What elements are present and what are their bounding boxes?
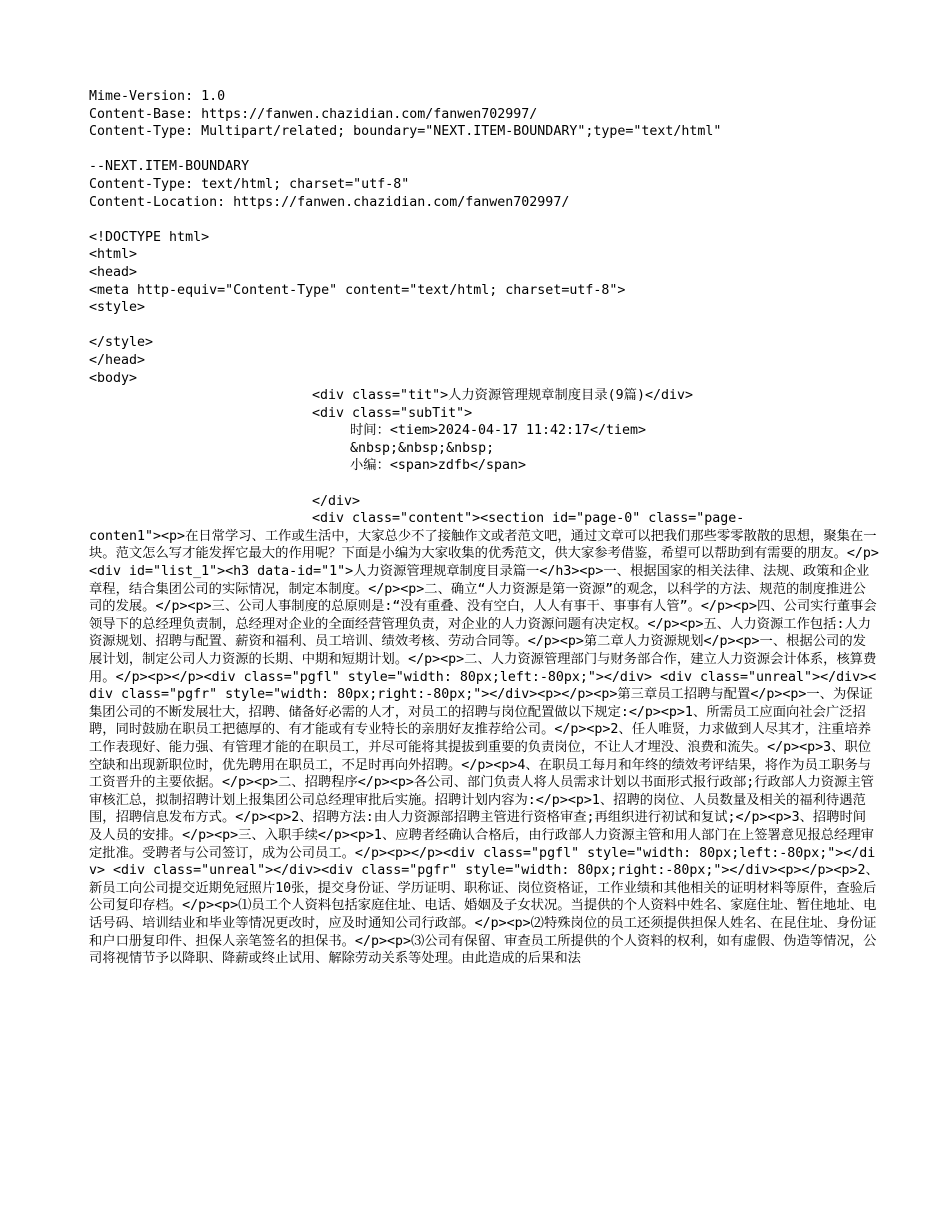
mime-header-line: Content-Base: https://fanwen.chazidian.com/fanwen702997/ [89,106,538,122]
editor-line: 小编：<span>zdfb</span> [350,458,526,474]
mime-header-line: Mime-Version: 1.0 [89,89,226,104]
subtitle-div-open: <div class="subTit"> [312,405,473,421]
content-div-open: <div class="content"><section id="page-0" class="page- [312,511,745,527]
part-header-line: --NEXT.ITEM-BOUNDARY [89,159,250,175]
part-header-line: Content-Location: https://fanwen.chazidian.com/fanwen702997/ [89,194,570,210]
title-div-line: <div class="tit">人力资源管理规章制度目录(9篇)</div> [312,388,693,404]
part-header-line: Content-Type: text/html; charset="utf-8" [89,176,410,192]
content-body-text: conten1"><p>在日常学习、工作或生活中，大家总少不了接触作文或者范文吧，通过文章可以把我们那些零零散散的思想，聚集在一块。范文怎么写才能发挥它最大的作用呢？下面是小编为大家收集的优秀范文，供大家参考借鉴，希望可以帮助到有需要的朋友。</p><div id="list_1"><h3 data-id="1">人力资源管理规章制度目录篇一</h3><p>一、根据国家的相关法律、法规、政策和企业章程，结合集团公司的实际情况，制定本制度。</p><p>二、确立“人力资源是第一资源”的观念，以科学的方法、规范的制度推进公司的发展。</p><p>三、公司人事制度的总原则是:“没有重叠、没有空白，人人有事干、事事有人管”。</p><p>四、公司实行董事会领导下的总经理负责制，总经理对企业的全面经营管理负责，对企业的人力资源问题有决定权。</p><p>五、人力资源工作包括:人力资源规划、招聘与配置、薪资和福利、员工培训、绩效考核、劳动合同等。</p><p>第二章人力资源规划</p><p>一、根据公司的发展计划，制定公司人力资源的长期、中期和短期计划。</p><p>二、人力资源管理部门与财务部合作，建立人力资源会计体系，核算费用。</p><p></p><div class="pgfl" style="width: 80px;left:-80px;"></div> <div class="unreal"></div><div class="pgfr" style="width: 80px;right:-80px;"></div><p></p><p>第三章员工招聘与配置</p><p>一、为保证集团公司的不断发展壮大，招聘、储备好必需的人才，对员工的招聘与岗位配置做以下规定:</p><p>1、所需员工应面向社会广泛招聘，同时鼓励在职员工把德厚的、有才能或有专业特长的亲朋好友推荐给公司。</p><p>2、任人唯贤，力求做到人尽其才，注重培养工作表现好、能力强、有管理才能的在职员工，并尽可能将其提拔到重要的负责岗位，不让人才埋没、浪费和流失。</p><p>3、职位空缺和出现新职位时，优先聘用在职员工，不足时再向外招聘。</p><p>4、在职员工每月和年终的绩效考评结果，将作为员工职务与工资晋升的主要依据。</p><p>二、招聘程序</p><p>各公司、部门负责人将人员需求计划以书面形式报行政部;行政部人力资源主管审核汇总，拟制招聘计划上报集团公司总经理审批后实施。招聘计划内容为:</p><p>1、招聘的岗位、人员数量及相关的福利待遇范围，招聘信息发布方式。</p><p>2、招聘方法:由人力资源部招聘主管进行资格审查;再组织进行初试和复试;</p><p>3、招聘时间及人员的安排。</p><p>三、入职手续</p><p>1、应聘者经确认合格后，由行政部人力资源主管和用人部门在上签署意见报总经理审定批准。受聘者与公司签订，成为公司员工。</p><p></p><div class="pgfl" style="width: 80px;left:-80px;"></div> <div class="unreal"></div><div class="pgfr" style="width: 80px;right:-80px;"></div><p></p><p>2、新员工向公司提交近期免冠照片10张，提交身份证、学历证明、职称证、岗位资格证，工作业绩和其他相关的证明材料等原件，查验后公司复印存档。</p><p>⑴员工个人资料包括家庭住址、电话、婚姻及子女状况。当提供的个人资料中姓名、家庭住址、暂住地址、电话号码、培训结业和毕业等情况更改时，应及时通知公司行政部。</p><p>⑵特殊岗位的员工还须提供担保人姓名、在昆住址、身份证和户口册复印件、担保人亲笔签名的担保书。</p><p>⑶公司有保留、审查员工所提供的个人资料的权利，如有虚假、伪造等情况，公司将视情节予以降职、降薪或终止试用、解除劳动关系等处理。由此造成的后果和法 [89,528,879,967]
html-source-line: <!DOCTYPE html> [89,229,210,245]
source-document [89,88,879,968]
html-source-line: <html> [89,247,138,263]
nbsp-line: &nbsp;&nbsp;&nbsp; [350,440,495,456]
mime-header-line: Content-Type: Multipart/related; boundary="NEXT.ITEM-BOUNDARY";type="text/html" [89,124,722,140]
html-source-line: <head> [89,264,138,280]
html-source-line: <style> [89,300,146,316]
html-source-line: </head> [89,352,146,368]
html-source-line: <meta http-equiv="Content-Type" content="text/html; charset=utf-8"> [89,282,626,298]
html-source-line: </style> [89,335,154,351]
html-source-line: <body> [89,370,138,386]
time-line: 时间：<tiem>2024-04-17 11:42:17</tiem> [350,423,647,439]
subtitle-div-close: </div> [312,493,361,509]
